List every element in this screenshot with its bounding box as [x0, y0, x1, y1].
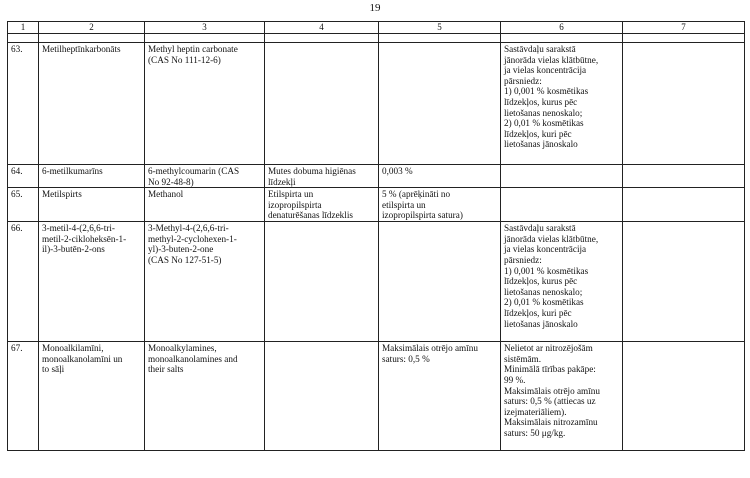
column-7-cell [623, 188, 745, 222]
field-of-use: Etilspirta un izopropilspirta denaturēšanas līdzeklis [265, 188, 379, 222]
spacer-cell [8, 34, 39, 43]
table-row [8, 165, 745, 188]
max-concentration [379, 43, 501, 165]
field-of-use [265, 342, 379, 451]
max-concentration [379, 222, 501, 342]
column-number: 1 [8, 22, 39, 34]
column-number: 6 [501, 22, 623, 34]
column-number: 2 [39, 22, 145, 34]
column-7-cell [623, 165, 745, 188]
page-number: 19 [369, 2, 381, 14]
substance-name-en: 6-methylcoumarin (CAS No 92-48-8) [145, 165, 265, 188]
spacer-cell [501, 34, 623, 43]
table-row [8, 222, 745, 342]
table-row [8, 342, 745, 451]
spacer-row [8, 34, 745, 43]
max-concentration: Maksimālais otrējo amīnu saturs: 0,5 % [379, 342, 501, 451]
other-conditions [501, 188, 623, 222]
row-number: 64. [8, 165, 39, 188]
spacer-cell [39, 34, 145, 43]
substance-name-en: 3-Methyl-4-(2,6,6-tri- methyl-2-cyclohexen-1- yl)-3-buten-2-one (CAS No 127-51-5) [145, 222, 265, 342]
row-number: 65. [8, 188, 39, 222]
column-7-cell [623, 43, 745, 165]
row-number: 67. [8, 342, 39, 451]
column-7-cell [623, 222, 745, 342]
substance-name-lv: 6-metilkumarīns [39, 165, 145, 188]
column-number: 4 [265, 22, 379, 34]
row-number: 66. [8, 222, 39, 342]
substance-name-lv: Monoalkilamīni, monoalkanolamīni un to sāļi [39, 342, 145, 451]
column-number: 5 [379, 22, 501, 34]
table-row [8, 188, 745, 222]
row-number: 63. [8, 43, 39, 165]
field-of-use [265, 43, 379, 165]
substance-name-lv: Metilspirts [39, 188, 145, 222]
other-conditions: Sastāvdaļu sarakstā jānorāda vielas klātbūtne, ja vielas koncentrācija pārsniedz: 1) 0,001 % kosmētikas līdzekļos, kurus pēc lietošanas nenoskalo; 2) 0,01 % kosmētikas līdzekļos, kuri pēc lietošanas jānoskalo [501, 43, 623, 165]
other-conditions: Sastāvdaļu sarakstā jānorāda vielas klātbūtne, ja vielas koncentrācija pārsniedz: 1) 0,001 % kosmētikas līdzekļos, kurus pēc lietošanas nenoskalo; 2) 0,01 % kosmētikas līdzekļos, kuri pēc lietošanas jānoskalo [501, 222, 623, 342]
column-number: 7 [623, 22, 745, 34]
other-conditions [501, 165, 623, 188]
substance-name-en: Monoalkylamines, monoalkanolamines and their salts [145, 342, 265, 451]
spacer-cell [145, 34, 265, 43]
spacer-cell [623, 34, 745, 43]
field-of-use [265, 222, 379, 342]
regulation-table [7, 21, 745, 451]
substance-name-en: Methanol [145, 188, 265, 222]
field-of-use: Mutes dobuma higiēnas līdzekļi [265, 165, 379, 188]
max-concentration: 5 % (aprēķināti no etilspirta un izopropilspirta satura) [379, 188, 501, 222]
column-number: 3 [145, 22, 265, 34]
spacer-cell [379, 34, 501, 43]
column-7-cell [623, 342, 745, 451]
substance-name-lv: 3-metil-4-(2,6,6-tri- metil-2-cikloheksēn-1- il)-3-butēn-2-ons [39, 222, 145, 342]
substance-name-lv: Metilheptīnkarbonāts [39, 43, 145, 165]
max-concentration: 0,003 % [379, 165, 501, 188]
spacer-cell [265, 34, 379, 43]
other-conditions: Nelietot ar nitrozējošām sistēmām. Minimālā tīrības pakāpe: 99 %. Maksimālais otrējo amīnu saturs: 0,5 % (attiecas uz izejmateriāliem). Maksimālais nitrozamīnu saturs: 50 μg/kg. [501, 342, 623, 451]
table-row [8, 43, 745, 165]
column-number-row [8, 22, 745, 34]
substance-name-en: Methyl heptin carbonate (CAS No 111-12-6) [145, 43, 265, 165]
